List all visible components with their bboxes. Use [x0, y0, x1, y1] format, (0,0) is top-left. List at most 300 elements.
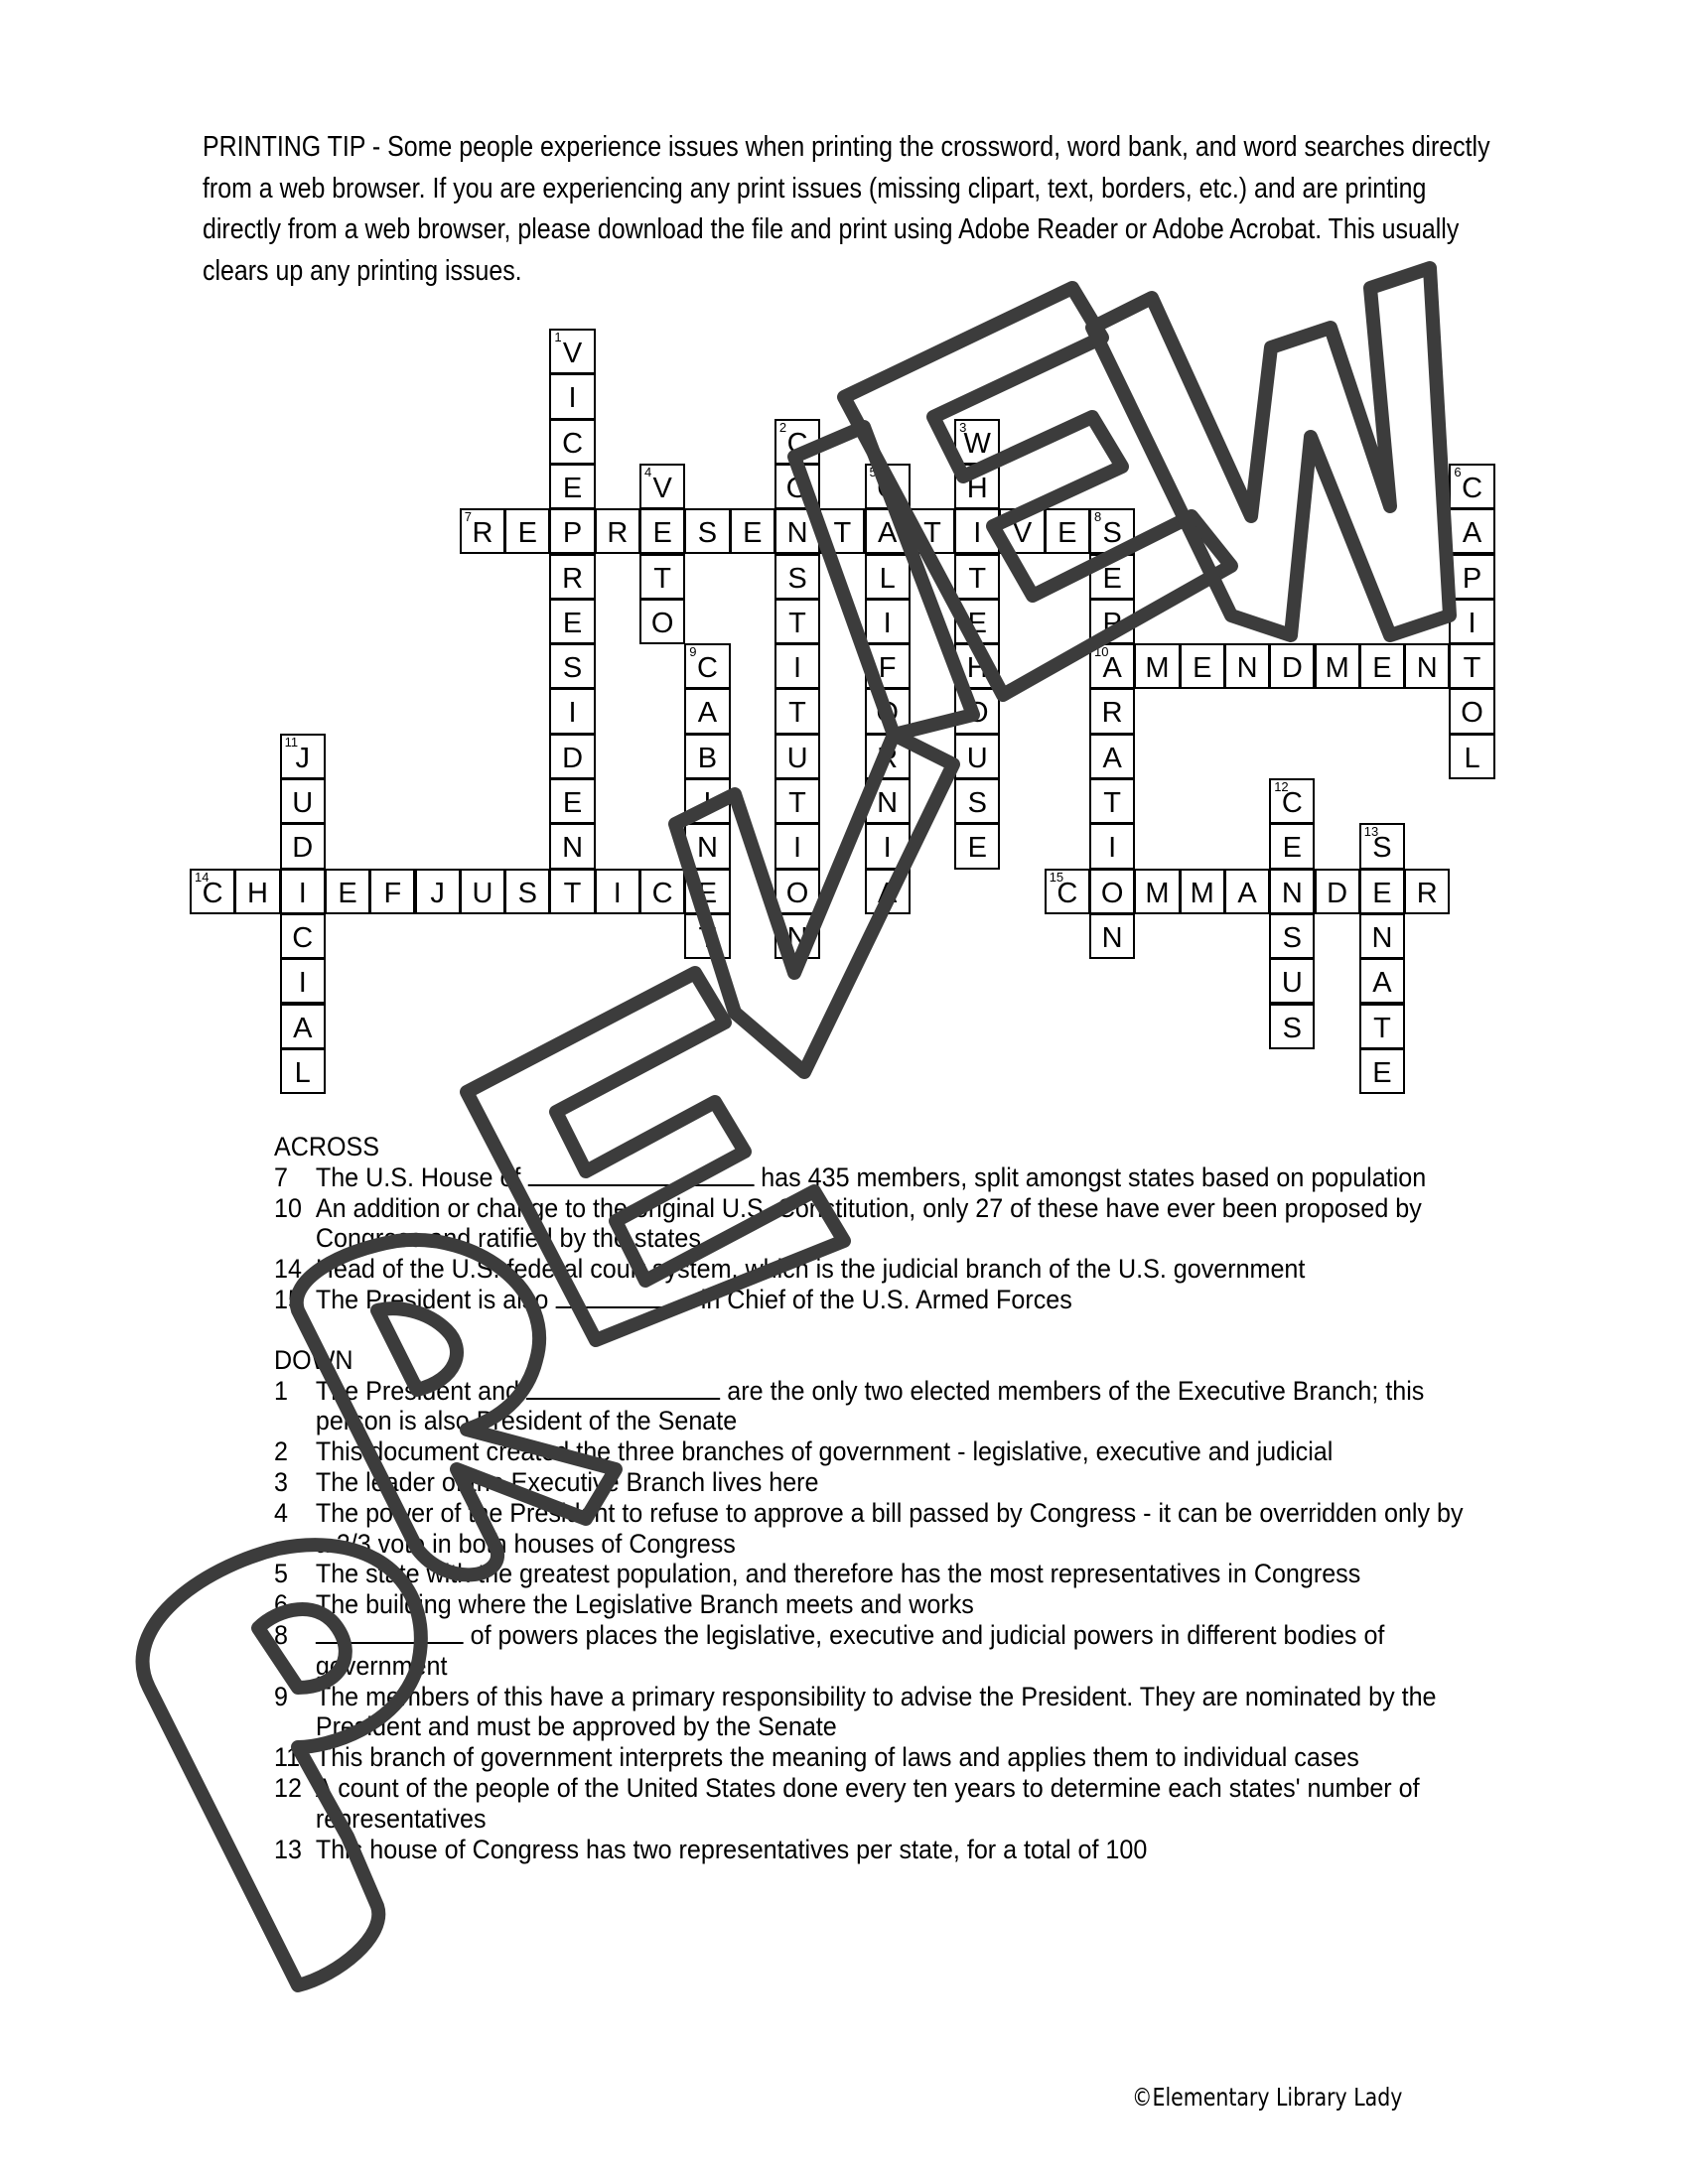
cell-letter: N — [877, 787, 899, 819]
clue-number: 2 — [274, 1436, 288, 1467]
crossword-cell[interactable] — [1269, 823, 1315, 869]
crossword-cell[interactable] — [774, 643, 820, 689]
cell-letter: T — [698, 921, 717, 954]
cell-letter: E — [562, 607, 583, 639]
cell-letter: E — [562, 787, 583, 819]
crossword-cell[interactable] — [1089, 688, 1135, 734]
clue-text: The state with the greatest population, and therefore has the most representatives in Congress — [315, 1559, 1361, 1589]
clue-text: has 435 members, split amongst states based on population — [754, 1161, 1427, 1192]
down-section — [274, 1345, 1466, 1865]
printing-tip: PRINTING TIP - Some people experience issues when printing the crossword, word bank, and word searches directly from a web browser. If you are experiencing any print issues (missing clipart, text, borders, etc.) and are printing directly from a web browser, please download the file and print using Adobe Reader or Adobe Acrobat. This usually clears up any printing issues. — [203, 131, 1490, 287]
cell-letter: N — [1416, 652, 1438, 685]
crossword-cell[interactable] — [1449, 734, 1494, 779]
cell-letter: T — [833, 517, 852, 550]
crossword-cell[interactable] — [280, 1004, 326, 1049]
cell-letter: B — [697, 742, 718, 774]
cell-letter: L — [1464, 742, 1480, 774]
clue-text: The members of this have a primary responsibility to advise the President. They are nominated by the President and must be approved by the Senate — [315, 1681, 1437, 1742]
across-clue-14 — [274, 1254, 1466, 1285]
cell-letter: R — [562, 562, 584, 595]
cell-letter: I — [1468, 607, 1477, 639]
crossword-cell[interactable] — [1315, 869, 1360, 914]
cell-letter: N — [1101, 921, 1123, 954]
clue-number: 4 — [644, 464, 652, 479]
crossword-cell[interactable] — [415, 869, 461, 914]
cell-letter: U — [472, 877, 493, 909]
cell-letter: O — [785, 877, 809, 909]
cell-letter: T — [1103, 787, 1121, 819]
down-clue-3 — [274, 1467, 1466, 1498]
crossword-cell[interactable] — [1315, 643, 1360, 689]
crossword-cell[interactable] — [684, 643, 730, 689]
cell-letter: J — [295, 742, 310, 774]
clue-number: 14 — [195, 869, 210, 885]
cell-letter: T — [653, 562, 671, 595]
down-heading: DOWN — [274, 1344, 353, 1375]
cell-letter: J — [430, 877, 445, 909]
crossword-cell[interactable] — [1224, 869, 1270, 914]
crossword-cell[interactable] — [1089, 913, 1135, 959]
answer-blank — [527, 1162, 754, 1186]
crossword-cell[interactable] — [865, 643, 911, 689]
crossword-cell[interactable] — [910, 508, 955, 554]
cell-letter: E — [1372, 652, 1392, 685]
crossword-cell[interactable] — [684, 913, 730, 959]
crossword-cell[interactable] — [549, 329, 595, 374]
cell-letter: R — [607, 517, 629, 550]
crossword-cell[interactable] — [1089, 823, 1135, 869]
cell-letter: T — [563, 877, 582, 909]
down-clue-4 — [274, 1498, 1466, 1560]
clue-number: 12 — [274, 1772, 302, 1803]
down-clue-1 — [274, 1376, 1466, 1437]
cell-letter: S — [967, 787, 987, 819]
cell-letter: C — [1281, 787, 1303, 819]
clue-number: 3 — [959, 419, 967, 435]
cell-letter: T — [788, 607, 806, 639]
cell-letter: E — [967, 607, 987, 639]
crossword-cell[interactable] — [684, 823, 730, 869]
crossword-cell[interactable] — [280, 734, 326, 779]
across-clue-10 — [274, 1193, 1466, 1255]
crossword-cell[interactable] — [639, 599, 685, 644]
cell-letter: F — [383, 877, 402, 909]
cell-letter: P — [562, 517, 583, 550]
cell-letter: U — [1281, 967, 1303, 1000]
crossword-cell[interactable] — [639, 464, 685, 509]
crossword-cell[interactable] — [1269, 913, 1315, 959]
crossword-cell[interactable] — [1449, 599, 1494, 644]
cell-letter: M — [1325, 652, 1349, 685]
cell-letter: W — [963, 427, 991, 460]
crossword-cell[interactable] — [1224, 643, 1270, 689]
cell-letter: E — [1057, 517, 1077, 550]
cell-letter: U — [292, 787, 314, 819]
cell-letter: S — [1282, 921, 1302, 954]
crossword-cell[interactable] — [549, 643, 595, 689]
crossword-cell[interactable] — [1449, 464, 1494, 509]
crossword-cell[interactable] — [684, 734, 730, 779]
copyright-footer: ©Elementary Library Lady — [1132, 2083, 1403, 2112]
crossword-cell[interactable] — [1359, 869, 1405, 914]
cell-letter: O — [1100, 877, 1124, 909]
clue-text: This house of Congress has two representatives per state, for a total of 100 — [315, 1834, 1148, 1864]
across-clue-list — [274, 1162, 1466, 1315]
crossword-cell[interactable] — [1045, 869, 1090, 914]
crossword-cell[interactable] — [549, 734, 595, 779]
cell-letter: T — [923, 517, 941, 550]
cell-letter: A — [877, 877, 898, 909]
crossword-cell[interactable] — [504, 508, 550, 554]
cell-letter: A — [697, 697, 718, 730]
cell-letter: A — [1102, 742, 1122, 774]
cell-letter: C — [1462, 472, 1483, 504]
crossword-cell[interactable] — [639, 869, 685, 914]
crossword-cell[interactable] — [1269, 958, 1315, 1004]
crossword-cell[interactable] — [774, 554, 820, 600]
clue-text: The U.S. House of — [315, 1161, 528, 1192]
cell-letter: N — [1236, 652, 1258, 685]
cell-letter: O — [876, 697, 899, 730]
cell-letter: M — [1145, 877, 1170, 909]
clue-text: The building where the Legislative Branch meets and works — [315, 1589, 974, 1620]
crossword-cell[interactable] — [369, 869, 415, 914]
clue-text: The President and — [315, 1375, 527, 1406]
clue-number: 5 — [869, 464, 877, 479]
crossword-cell[interactable] — [1089, 554, 1135, 600]
cell-letter: C — [786, 427, 808, 460]
crossword-cell[interactable] — [865, 734, 911, 779]
cell-letter: T — [1463, 652, 1481, 685]
crossword-cell[interactable] — [774, 778, 820, 824]
crossword-cell[interactable] — [280, 913, 326, 959]
crossword-cell[interactable] — [460, 508, 505, 554]
cell-letter: A — [1102, 652, 1122, 685]
cell-letter: A — [293, 1012, 313, 1044]
crossword-cell[interactable] — [1269, 1004, 1315, 1049]
cell-letter: C — [202, 877, 223, 909]
crossword-cell[interactable] — [549, 554, 595, 600]
crossword-cell[interactable] — [1449, 688, 1494, 734]
crossword-cell[interactable] — [730, 508, 775, 554]
cell-letter: E — [562, 472, 583, 504]
clue-number: 15 — [274, 1284, 302, 1314]
crossword-cell[interactable] — [1269, 778, 1315, 824]
crossword-cell[interactable] — [1359, 643, 1405, 689]
cell-letter: C — [696, 652, 718, 685]
cell-letter: S — [787, 562, 807, 595]
cell-letter: A — [877, 517, 898, 550]
crossword-cell[interactable] — [954, 508, 1000, 554]
crossword-cell[interactable] — [1449, 508, 1494, 554]
crossword-cell[interactable] — [954, 734, 1000, 779]
clue-number: 8 — [274, 1619, 288, 1650]
down-clue-list — [274, 1376, 1466, 1865]
crossword-cell[interactable] — [549, 508, 595, 554]
crossword-cell[interactable] — [954, 464, 1000, 509]
clue-number: 11 — [284, 734, 299, 750]
cell-letter: I — [298, 877, 307, 909]
crossword-cell[interactable] — [1180, 643, 1225, 689]
cell-letter: C — [1056, 877, 1078, 909]
cell-letter: D — [562, 742, 584, 774]
clue-text: of powers places the legislative, executive and judicial powers in different bodies of government — [315, 1619, 1385, 1681]
crossword-cell[interactable] — [774, 508, 820, 554]
answer-blank — [316, 1620, 464, 1644]
crossword-cell[interactable] — [1404, 869, 1450, 914]
crossword-cell[interactable] — [774, 464, 820, 509]
cell-letter: L — [879, 562, 896, 595]
clue-text: This branch of government interprets the meaning of laws and applies them to individual cases — [315, 1742, 1359, 1773]
cell-letter: E — [743, 517, 763, 550]
cell-letter: D — [292, 832, 314, 865]
across-section — [274, 1132, 1466, 1315]
crossword-cell[interactable] — [954, 823, 1000, 869]
cell-letter: R — [1101, 697, 1123, 730]
crossword-cell[interactable] — [325, 869, 370, 914]
cell-letter: H — [246, 877, 268, 909]
crossword-grid — [191, 330, 1501, 1104]
crossword-cell[interactable] — [549, 599, 595, 644]
cell-letter: C — [651, 877, 673, 909]
crossword-cell[interactable] — [684, 688, 730, 734]
crossword-cell[interactable] — [1449, 643, 1494, 689]
across-clue-7 — [274, 1162, 1466, 1193]
clue-number: 1 — [554, 330, 562, 344]
crossword-cell[interactable] — [1269, 643, 1315, 689]
cell-letter: I — [793, 652, 802, 685]
clue-number: 10 — [1094, 644, 1109, 660]
crossword-cell[interactable] — [865, 554, 911, 600]
crossword-cell[interactable] — [190, 869, 235, 914]
crossword-cell[interactable] — [639, 554, 685, 600]
clue-number: 7 — [274, 1161, 288, 1192]
crossword-cell[interactable] — [595, 869, 640, 914]
crossword-cell[interactable] — [1359, 1004, 1405, 1049]
clue-number: 10 — [274, 1192, 302, 1223]
cell-letter: E — [1372, 1056, 1392, 1089]
cell-letter: T — [1373, 1012, 1391, 1044]
cell-letter: V — [562, 338, 583, 369]
crossword-cell[interactable] — [549, 778, 595, 824]
clue-number: 15 — [1049, 869, 1064, 885]
crossword-cell[interactable] — [1134, 643, 1180, 689]
clue-text: Head of the U.S. federal court system, which is the judicial branch of the U.S. government — [315, 1254, 1306, 1285]
crossword-cell[interactable] — [865, 823, 911, 869]
clue-number: 1 — [274, 1375, 288, 1406]
cell-letter: A — [1372, 967, 1392, 1000]
crossword-cell[interactable] — [774, 913, 820, 959]
cell-letter: O — [965, 697, 989, 730]
crossword-cell[interactable] — [549, 869, 595, 914]
cell-letter: C — [877, 472, 899, 504]
crossword-cell[interactable] — [280, 823, 326, 869]
cell-letter: E — [1193, 652, 1212, 685]
crossword-cell[interactable] — [865, 599, 911, 644]
cell-letter: N — [786, 517, 808, 550]
cell-letter: N — [786, 921, 808, 954]
crossword-cell[interactable] — [1089, 508, 1135, 554]
cell-letter: I — [883, 607, 892, 639]
cell-letter: O — [1461, 697, 1483, 730]
crossword-cell[interactable] — [595, 508, 640, 554]
crossword-cell[interactable] — [774, 419, 820, 465]
cell-letter: O — [650, 607, 674, 639]
clue-number: 14 — [274, 1254, 302, 1285]
cell-letter: E — [1102, 562, 1122, 595]
cell-letter: P — [1462, 562, 1482, 595]
cell-letter: S — [1102, 517, 1122, 550]
crossword-cell[interactable] — [280, 869, 326, 914]
clue-text: in Chief of the U.S. Armed Forces — [693, 1284, 1072, 1314]
crossword-cell[interactable] — [774, 688, 820, 734]
across-clue-15 — [274, 1285, 1466, 1315]
cell-letter: T — [788, 787, 806, 819]
crossword-cell[interactable] — [1089, 599, 1135, 644]
cell-letter: E — [967, 832, 987, 865]
cell-letter: F — [878, 652, 897, 685]
crossword-cell[interactable] — [865, 508, 911, 554]
crossword-cell[interactable] — [954, 599, 1000, 644]
crossword-cell[interactable] — [774, 599, 820, 644]
cell-letter: S — [517, 877, 537, 909]
crossword-cell[interactable] — [1359, 958, 1405, 1004]
crossword-cell[interactable] — [504, 869, 550, 914]
crossword-cell[interactable] — [1359, 823, 1405, 869]
cell-letter: R — [1416, 877, 1438, 909]
clue-text: An addition or change to the original U.S. Constitution, only 27 of these have ever been proposed by Congress and ratified by the states — [315, 1192, 1422, 1254]
cell-letter: E — [338, 877, 357, 909]
crossword-cell[interactable] — [460, 869, 505, 914]
cell-letter: S — [1372, 832, 1392, 865]
crossword-cell[interactable] — [549, 373, 595, 419]
cell-letter: D — [1281, 652, 1303, 685]
cell-letter: H — [966, 472, 988, 504]
clues-panel — [274, 1132, 1466, 1864]
crossword-cell[interactable] — [954, 778, 1000, 824]
clue-text: The leader of the Executive Branch lives here — [315, 1466, 819, 1497]
crossword-cell[interactable] — [280, 958, 326, 1004]
crossword-cell[interactable] — [865, 778, 911, 824]
cell-letter: C — [562, 427, 584, 460]
cell-letter: E — [517, 517, 537, 550]
crossword-cell[interactable] — [999, 508, 1045, 554]
clue-number: 12 — [1274, 779, 1289, 794]
crossword-cell[interactable] — [1089, 778, 1135, 824]
crossword-cell[interactable] — [1045, 508, 1090, 554]
crossword-cell[interactable] — [774, 869, 820, 914]
crossword-cell[interactable] — [684, 869, 730, 914]
crossword-cell[interactable] — [819, 508, 865, 554]
crossword-cell[interactable] — [954, 688, 1000, 734]
crossword-cell[interactable] — [280, 1048, 326, 1094]
clue-text: are the only two elected members of the Executive Branch; this person is also President of the Senate — [315, 1375, 1425, 1436]
answer-blank — [526, 1376, 720, 1400]
crossword-cell[interactable] — [549, 688, 595, 734]
crossword-cell[interactable] — [549, 419, 595, 465]
crossword-cell[interactable] — [1089, 643, 1135, 689]
cell-letter: E — [1282, 832, 1302, 865]
cell-letter: L — [294, 1056, 311, 1089]
crossword-cell[interactable] — [1134, 869, 1180, 914]
down-clue-13 — [274, 1835, 1466, 1865]
crossword-cell[interactable] — [1089, 869, 1135, 914]
cell-letter: E — [652, 517, 672, 550]
clue-number: 7 — [464, 509, 473, 525]
cell-letter: N — [1281, 877, 1303, 909]
crossword-cell[interactable] — [549, 823, 595, 869]
cell-letter: S — [562, 652, 583, 685]
cell-letter: S — [1282, 1012, 1302, 1044]
cell-letter: I — [568, 697, 577, 730]
crossword-cell[interactable] — [954, 643, 1000, 689]
cell-letter: I — [703, 787, 712, 819]
cell-letter: V — [1012, 517, 1033, 550]
crossword-cell[interactable] — [234, 869, 280, 914]
crossword-cell[interactable] — [549, 464, 595, 509]
clue-number: 9 — [689, 644, 697, 660]
crossword-cell[interactable] — [639, 508, 685, 554]
crossword-cell[interactable] — [1359, 913, 1405, 959]
cell-letter: P — [1102, 607, 1122, 639]
cell-letter: N — [696, 832, 718, 865]
down-clue-9 — [274, 1682, 1466, 1743]
clue-number: 5 — [274, 1559, 288, 1589]
crossword-cell[interactable] — [865, 464, 911, 509]
cell-letter: H — [966, 652, 988, 685]
crossword-cell[interactable] — [774, 734, 820, 779]
clue-text: A count of the people of the United States done every ten years to determine each states' number of representatives — [315, 1772, 1420, 1834]
cell-letter: A — [1237, 877, 1257, 909]
clue-number: 4 — [274, 1497, 288, 1528]
cell-letter: I — [1108, 832, 1117, 865]
clue-text: The President is also — [315, 1284, 556, 1314]
crossword-cell[interactable] — [1449, 554, 1494, 600]
cell-letter: I — [613, 877, 622, 909]
cell-letter: R — [472, 517, 493, 550]
crossword-cell[interactable] — [1180, 869, 1225, 914]
crossword-cell[interactable] — [954, 554, 1000, 600]
down-clue-2 — [274, 1436, 1466, 1467]
cell-letter: C — [292, 921, 314, 954]
cell-letter: T — [968, 562, 987, 595]
clue-text: The power of the President to refuse to approve a bill passed by Congress - it can be overridden only by a 2/3 vote in both houses of Congress — [315, 1497, 1464, 1559]
cell-letter: O — [785, 472, 809, 504]
cell-letter: V — [652, 472, 672, 504]
crossword-cell[interactable] — [1404, 643, 1450, 689]
crossword-cell[interactable] — [774, 823, 820, 869]
crossword-cell[interactable] — [684, 778, 730, 824]
clue-number: 9 — [274, 1681, 288, 1711]
crossword-cell[interactable] — [1269, 869, 1315, 914]
down-clue-8 — [274, 1620, 1466, 1682]
down-clue-5 — [274, 1559, 1466, 1589]
across-heading: ACROSS — [274, 1132, 380, 1161]
crossword-cell[interactable] — [280, 778, 326, 824]
clue-number: 8 — [1094, 509, 1102, 525]
cell-letter: I — [568, 382, 577, 415]
cell-letter: E — [697, 877, 718, 909]
crossword-cell[interactable] — [1359, 1048, 1405, 1094]
crossword-cell[interactable] — [954, 419, 1000, 465]
clue-number: 13 — [1363, 824, 1379, 840]
crossword-cell[interactable] — [684, 508, 730, 554]
cell-letter: D — [1327, 877, 1348, 909]
crossword-cell[interactable] — [1089, 734, 1135, 779]
crossword-cell[interactable] — [865, 869, 911, 914]
crossword-cell[interactable] — [865, 688, 911, 734]
cell-letter: E — [1372, 877, 1392, 909]
